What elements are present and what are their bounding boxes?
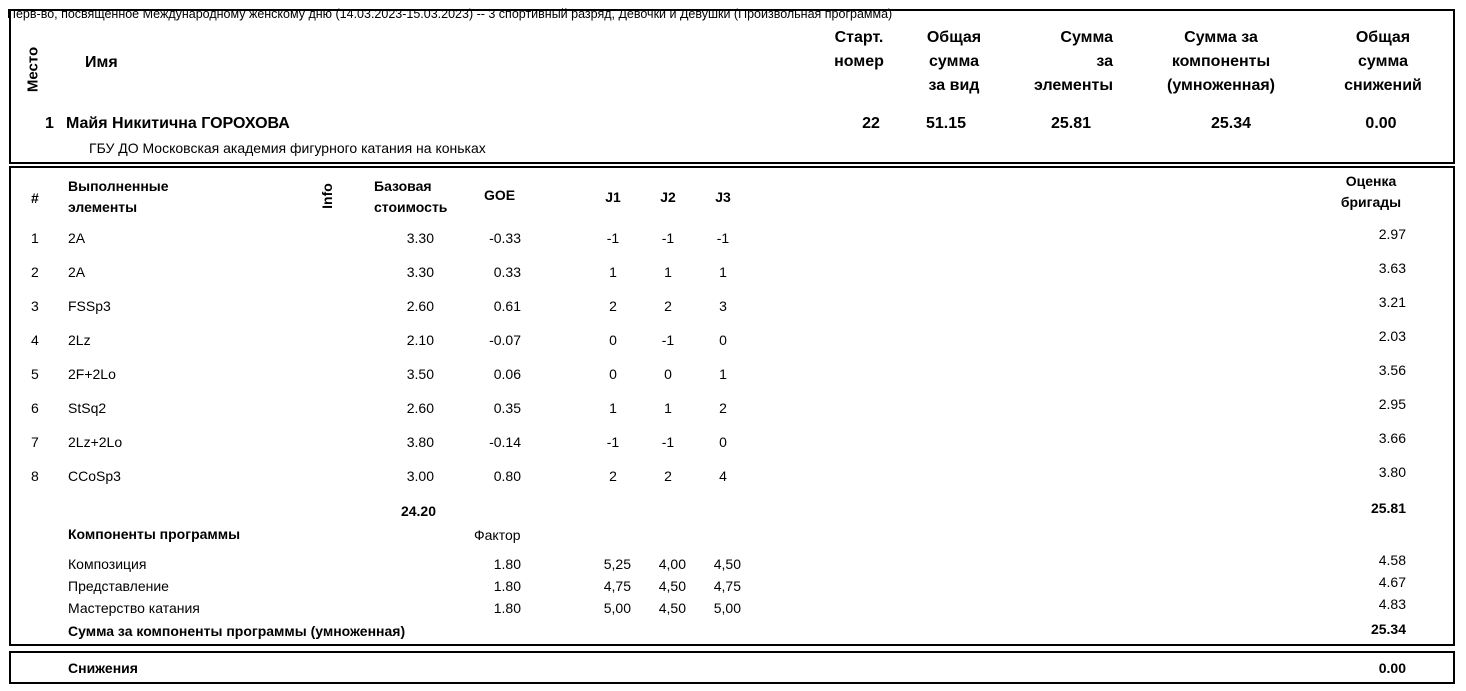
skater-place: 1 <box>45 115 54 132</box>
element-num: 1 <box>31 230 39 246</box>
element-panel-score: 3.56 <box>1378 362 1406 378</box>
components-score-header: Сумма за компоненты (умноженная) <box>1167 29 1275 94</box>
element-goe: 0.33 <box>493 264 521 280</box>
deductions-header: Общая сумма снижений <box>1344 29 1422 94</box>
element-goe: -0.33 <box>489 230 521 246</box>
element-goe: -0.14 <box>489 434 521 450</box>
element-j2: 2 <box>664 298 672 314</box>
components-total-label: Сумма за компоненты программы (умноженная) <box>68 623 406 639</box>
component-factor: 1.80 <box>493 578 521 594</box>
element-j2: 1 <box>664 264 672 280</box>
element-base-value: 3.50 <box>406 366 434 382</box>
element-j1: 1 <box>609 400 617 416</box>
base-value-header: Базовая стоимость <box>374 178 448 215</box>
element-panel-score: 3.80 <box>1378 464 1406 480</box>
element-j3: -1 <box>716 230 730 246</box>
element-code: 2F+2Lo <box>68 366 116 382</box>
element-j3: 3 <box>719 298 727 314</box>
element-num: 5 <box>31 366 39 382</box>
component-panel-score: 4.67 <box>1378 574 1406 590</box>
element-j1: 0 <box>609 332 617 348</box>
element-j1: 1 <box>609 264 617 280</box>
element-j2: -1 <box>661 332 675 348</box>
j3-header: J3 <box>715 189 731 205</box>
name-header: Имя <box>85 54 118 71</box>
element-goe: 0.61 <box>493 298 521 314</box>
component-name: Композиция <box>68 556 147 572</box>
components-score-value: 25.34 <box>1210 115 1252 132</box>
component-j2: 4,00 <box>658 556 686 572</box>
element-code: 2Lz <box>68 332 91 348</box>
component-j3: 4,50 <box>713 556 741 572</box>
info-header: Info <box>319 183 335 209</box>
element-code: 2A <box>68 230 86 246</box>
element-panel-score: 3.66 <box>1378 430 1406 446</box>
component-panel-score: 4.83 <box>1378 596 1406 612</box>
element-base-value: 3.30 <box>406 264 434 280</box>
component-j3: 5,00 <box>713 600 741 616</box>
element-panel-score: 3.63 <box>1378 260 1406 276</box>
deductions-box <box>9 651 1455 684</box>
element-j2: -1 <box>661 230 675 246</box>
factor-header: Фактор <box>474 527 521 543</box>
element-goe: 0.80 <box>493 468 521 484</box>
element-goe: -0.07 <box>489 332 521 348</box>
component-j2: 4,50 <box>658 600 686 616</box>
element-j3: 2 <box>719 400 727 416</box>
element-j2: 1 <box>664 400 672 416</box>
element-j2: 0 <box>664 366 672 382</box>
element-code: FSSp3 <box>68 298 111 314</box>
element-base-value: 3.30 <box>406 230 434 246</box>
component-j1: 5,00 <box>603 600 631 616</box>
element-j1: -1 <box>606 230 620 246</box>
component-j1: 4,75 <box>603 578 631 594</box>
element-base-value: 2.10 <box>406 332 434 348</box>
element-j3: 0 <box>719 332 727 348</box>
element-code: StSq2 <box>68 400 107 416</box>
element-num: 4 <box>31 332 39 348</box>
element-base-value: 3.80 <box>406 434 434 450</box>
event-title: Перв-во, посвященное Международному женскому дню (14.03.2023-15.03.2023) -- 3 спортивный разряд, Девочки и Девушки (Произвольная программа) <box>7 7 893 21</box>
element-num: 7 <box>31 434 39 450</box>
skater-club: ГБУ ДО Московская академия фигурного катания на коньках <box>89 140 486 156</box>
element-j3: 0 <box>719 434 727 450</box>
element-base-value: 3.00 <box>406 468 434 484</box>
skater-name: Майя Никитична ГОРОХОВА <box>66 115 290 132</box>
element-code: CCoSp3 <box>68 468 121 484</box>
panel-score-header: Оценка бригады <box>1340 173 1402 210</box>
component-j1: 5,25 <box>603 556 631 572</box>
element-j3: 1 <box>719 366 727 382</box>
component-name: Мастерство катания <box>68 600 200 616</box>
components-title: Компоненты программы <box>68 526 241 542</box>
elements-score-value: 25.81 <box>1050 115 1092 132</box>
place-header: Место <box>24 46 42 93</box>
deductions-label: Снижения <box>68 660 138 676</box>
element-base-value: 2.60 <box>406 400 434 416</box>
element-code: 2A <box>68 264 86 280</box>
element-panel-score: 2.97 <box>1378 226 1406 242</box>
element-code: 2Lz+2Lo <box>68 434 123 450</box>
j2-header: J2 <box>660 189 676 205</box>
element-goe: 0.06 <box>493 366 521 382</box>
deductions-section-value: 0.00 <box>1378 660 1406 676</box>
element-j2: 2 <box>664 468 672 484</box>
total-score-value: 51.15 <box>925 115 967 132</box>
start-number-header: Старт. номер <box>834 29 884 70</box>
summary-box <box>9 9 1455 164</box>
element-num: 2 <box>31 264 39 280</box>
elements-header: Выполненные элементы <box>68 178 169 215</box>
component-j3: 4,75 <box>713 578 741 594</box>
element-panel-score: 3.21 <box>1378 294 1406 310</box>
element-j1: -1 <box>606 434 620 450</box>
goe-header: GOE <box>484 187 516 203</box>
element-panel-score: 2.03 <box>1378 328 1406 344</box>
component-factor: 1.80 <box>493 556 521 572</box>
component-panel-score: 4.58 <box>1378 552 1406 568</box>
element-base-value: 2.60 <box>406 298 434 314</box>
element-j1: 2 <box>609 298 617 314</box>
element-num: 8 <box>31 468 39 484</box>
component-factor: 1.80 <box>493 600 521 616</box>
elements-score-header: Сумма за элементы <box>1034 29 1113 94</box>
elements-score-total: 25.81 <box>1370 500 1406 516</box>
components-total-value: 25.34 <box>1370 621 1406 637</box>
start-number-value: 22 <box>862 115 880 132</box>
component-name: Представление <box>68 578 169 594</box>
elements-box <box>9 166 1455 646</box>
element-goe: 0.35 <box>493 400 521 416</box>
total-score-header: Общая сумма за вид <box>926 29 982 94</box>
element-j1: 0 <box>609 366 617 382</box>
num-header: # <box>31 190 39 206</box>
element-num: 6 <box>31 400 39 416</box>
base-value-total: 24.20 <box>400 503 436 519</box>
element-j2: -1 <box>661 434 675 450</box>
element-num: 3 <box>31 298 39 314</box>
deductions-value: 0.00 <box>1365 115 1397 132</box>
element-j3: 4 <box>719 468 727 484</box>
element-j3: 1 <box>719 264 727 280</box>
component-j2: 4,50 <box>658 578 686 594</box>
j1-header: J1 <box>605 189 621 205</box>
element-j1: 2 <box>609 468 617 484</box>
element-panel-score: 2.95 <box>1378 396 1406 412</box>
